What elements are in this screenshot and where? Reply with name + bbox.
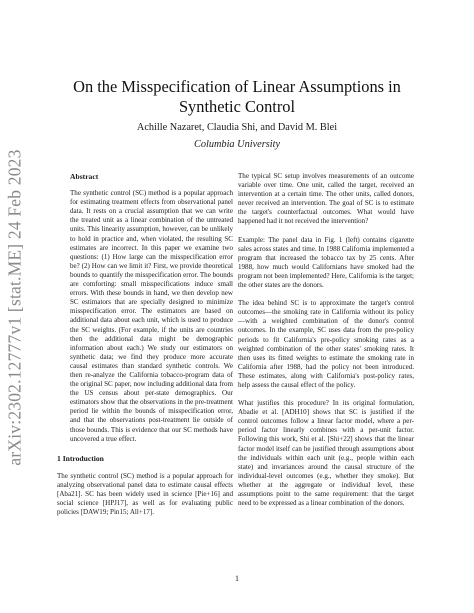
arxiv-stamp xyxy=(2,132,28,482)
right-column xyxy=(238,172,414,517)
paragraph-example: Example: The panel data in Fig. 1 (left) contains cigarette sales across states and time. In 1988 California implemented a program that increased the tobacco tax by 25 cents. After 1988, how much would Californians have smoked had the program not been implemented? Here, California is the target; the other states are the donors. xyxy=(238,235,414,290)
arxiv-id: arXiv:2302.12777v1 [stat.ME] 24 Feb 2023 xyxy=(4,148,25,466)
abstract-heading: Abstract xyxy=(70,172,99,181)
paragraph-justification: What justifies this procedure? In its original formulation, Abadie et al. [ADH10] shows that SC is justified if the control outcomes follow a linear factor model, where a per-period factor linearly combines with a per-unit factor. Following this work, Shi et al. [Shi+22] shows that the linear factor model itself can be justified through assumptions about the individuals within each unit (e.g., people within each state) and invariances around the causal structure of the individual-level outcomes (e.g., whether they smoke). But whether at the aggregate or individual level, these assumptions point to the same requirement: that the target need to be expressed as a linear combination of the donors. xyxy=(238,399,414,508)
paragraph-sc-setup: The typical SC setup involves measurements of an outcome variable over time. One unit, called the target, received an intervention at a certain time. The other units, called donors, never received an intervention. The goal of SC is to estimate the target's counterfactual outcomes. What would have happened had it not received the intervention? xyxy=(238,172,414,226)
affiliation: Columbia University xyxy=(193,139,281,150)
page-number: 1 xyxy=(235,574,239,583)
paragraph-sc-idea: The idea behind SC is to approximate the target's control outcomes—the smoking rate in California without its policy—with a weighted combination of the donor's control outcomes. In the example, SC uses data from the pre-policy periods to fit California's pre-policy smoking rates as a weighted combination of the other states' smoking rates. It then uses its fitted weights to estimate the smoking rate in California after 1988, had the policy not been introduced. These estimates, along with California's post-policy rates, help assess the causal effect of the policy. xyxy=(238,299,414,389)
authors: Achille Nazaret, Claudia Shi, and David M. Blei xyxy=(136,122,338,133)
left-column xyxy=(57,172,233,526)
introduction-heading: 1 Introduction xyxy=(57,453,104,463)
abstract-text: The synthetic control (SC) method is a popular approach for estimating treatment effects from observational panel data. It rests on a crucial assumption that we can write the treated unit as a linear combination of the untreated units. This linearity assumption, however, can be unlikely to hold in practice and, when violated, the resulting SC estimates are incorrect. In this paper we examine two questions: (1) How large can the misspecification error be? (2) How can we limit it? First, we provide theoretical bounds to quantify the misspecification error. The bounds are comforting: small misspecifications induce small errors. With these bounds in hand, we then develop new SC estimators that are specially designed to minimize misspecification error. The estimators are based on additional data about each unit, which is used to produce the SC weights. (For example, if the units are countries then the additional data might be demographic information about each.) We study our estimators on synthetic data; we find they produce more accurate causal estimates than standard synthetic controls. We then re-analyze the California tobacco-program data of the original SC paper, now including additional data from the US census about per-state demographics. Our estimators show that the observations in the pre-treatment period lie within the bounds of misspecification error, and that the observations post-treatment lie outside of those bounds. This is evidence that our SC methods have uncovered a true effect. xyxy=(70,189,234,443)
paper-title: On the Misspecification of Linear Assumptions in Synthetic Control xyxy=(73,77,401,116)
introduction-text: The synthetic control (SC) method is a popular approach for analyzing observational panel data to estimate causal effects [Aba21]. SC has been widely used in science [Pie+16] and social science [HPJ17], as well as for evaluating public policies [DAW19; Pin15; All+17]. xyxy=(57,471,233,517)
